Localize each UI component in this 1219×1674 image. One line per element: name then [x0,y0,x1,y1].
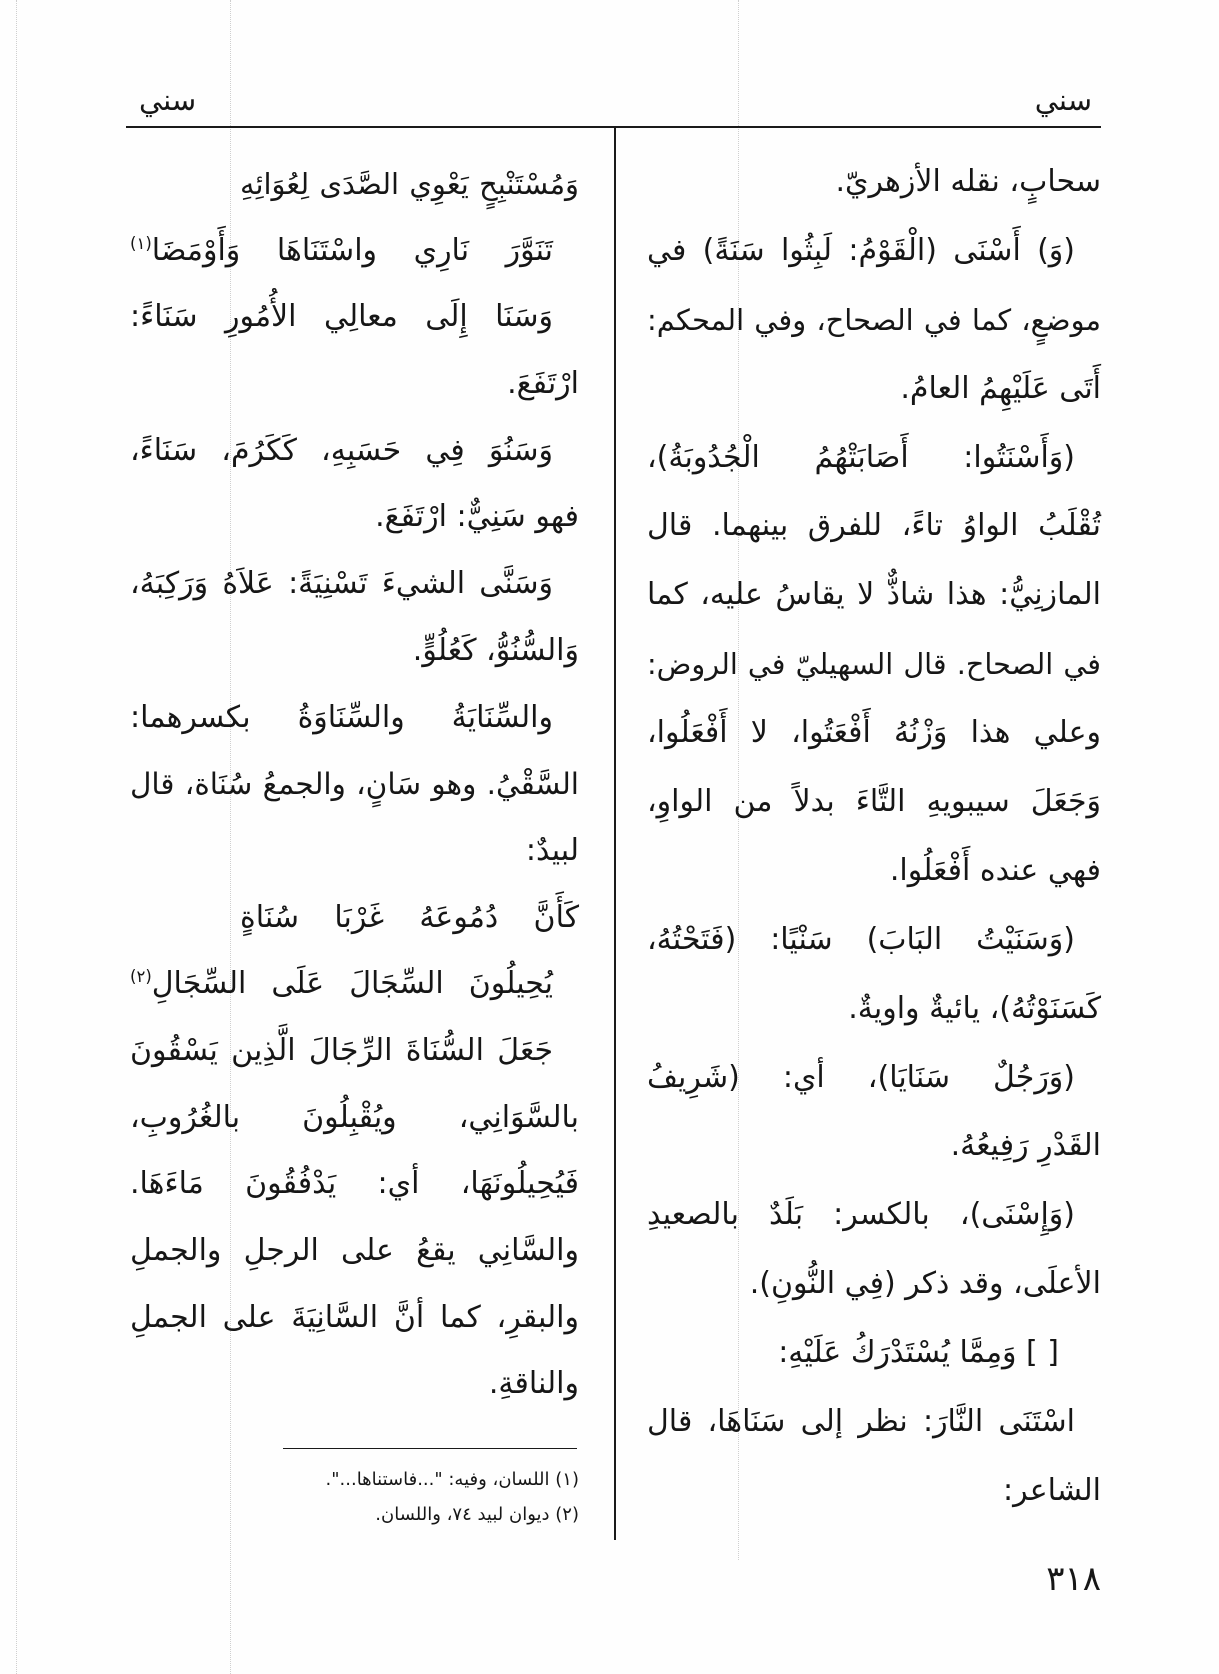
text-line [130,1151,579,1218]
line-text: وَجَعَلَ سيبويهِ التَّاءَ بدلاً من الواوِ، [647,784,1101,820]
text-line [647,630,1101,699]
line-text: والسِّنَايَةُ والسِّنَاوَةُ بكسرهما: [130,699,553,735]
line-text: والسَّانِي يقعُ على الرجلِ والجملِ [130,1233,579,1268]
line-text: (وَسَنَيْتُ البَابَ) سَنْيًا: (فَتَحْتُهُ، [647,921,1075,957]
text-line [130,751,579,818]
text-line [647,1044,1101,1113]
footnote-rule [283,1448,577,1449]
line-text: فَيُحِيلُونَهَا، أي: يَدْفُقُونَ مَاءَهَا. [130,1166,579,1202]
line-text: والبقرِ، كما أنَّ السَّانِيَةَ على الجملِ [130,1299,579,1335]
text-line [647,1319,1101,1388]
line-text: المازنِيُّ: هذا شاذٌّ لا يقاسُ عليه، كما [647,577,1101,613]
text-line [647,768,1101,837]
text-line [130,1285,579,1352]
line-text: السَّقْيُ. وهو سَانٍ، والجمعُ سُنَاة، قال [130,767,579,802]
text-line [130,1018,579,1085]
verse-line [130,885,579,952]
verse-line [130,951,579,1018]
line-text: جَعَلَ السُّنَاةَ الرِّجَالَ الَّذِين يَسْقُونَ [130,1032,553,1068]
text-line [130,685,579,752]
text-line [647,1388,1101,1457]
text-line [647,355,1101,424]
line-text: فهي عنده أَفْعَلُوا. [889,852,1101,888]
text-line [130,551,579,618]
text-line [647,492,1101,561]
line-text: تَنَوَّرَ نَارِي واسْتَنَاهَا وَأَوْمَضَا [151,232,553,268]
text-line [130,1218,579,1285]
text-line [647,217,1101,286]
footnote: (٢) ديوان لبيد ٧٤، واللسان. [375,1504,579,1525]
line-text: وَسَنُوَ فِي حَسَبِهِ، كَكَرُمَ، سَنَاءً، [130,432,553,468]
text-line [130,284,579,351]
line-text: (وَأَسْنَتُوا: أَصَابَتْهُمُ الْجُدُوبَةُ)، [647,439,1075,475]
text-line [130,351,579,418]
text-line [130,418,579,485]
text-line [130,818,579,885]
line-text: سحابٍ، نقله الأزهريّ. [835,164,1101,199]
left-column [130,151,579,1418]
line-text-wrap [130,218,553,285]
text-line [647,424,1101,493]
text-line [130,1085,579,1152]
line-text: تُقْلَبُ الواوُ تاءً، للفرق بينهما. قال [647,508,1101,544]
line-text: (وَإِسْنَى)، بالكسر: بَلَدٌ بالصعيدِ [647,1197,1075,1233]
line-text: ارْتَفَعَ. [507,366,579,402]
line-text: وعلي هذا وَزْنُهُ أَفْعَتُوا، لا أَفْعَلُوا، [647,715,1101,751]
text-line [647,837,1101,906]
line-text: (وَرَجُلٌ سَنَايَا)، أي: (شَرِيفُ [647,1059,1075,1095]
line-text: في الصحاح. قال السهيليّ في الروض: [647,647,1101,682]
text-line [647,1250,1101,1319]
verse-line [130,218,579,285]
footnote-ref: (٢) [130,967,152,987]
line-text: وَمُسْتَنْبِحٍ يَعْوِي الصَّدَى لِعُوَائِهِ [240,167,579,201]
line-text: الأعلَى، وقد ذكر (فِي النُّونِ). [749,1266,1101,1302]
text-line [647,1112,1101,1181]
line-text: كَأَنَّ دُمُوعَهُ غَرْبَا سُنَاةٍ [240,899,579,935]
line-text: يُحِيلُونَ السِّجَالَ عَلَى السِّجَالِ [151,966,553,1002]
text-line [130,484,579,551]
line-text: (وَ) أَسْنَى (الْقَوْمُ: لَبِثُوا سَنَةً) في [647,232,1075,268]
text-line [647,286,1101,355]
scan-artifact-line [16,0,17,1674]
right-column [647,148,1101,1526]
line-text: القَدْرِ رَفِيعُهُ. [950,1128,1101,1164]
footnote-ref: (١) [130,233,152,253]
line-text: والناقةِ. [488,1366,579,1402]
line-text: وَسَنَّى الشيءَ تَسْنِيَةً: عَلاَهُ وَرَكِبَهُ، [130,566,553,602]
running-head-right: سني [1034,83,1092,117]
line-text: الشاعر: [1003,1472,1101,1508]
line-text: بالسَّوَانِي، ويُقْبِلُونَ بالغُرُوبِ، [130,1099,579,1135]
line-text: لبيدٌ: [525,832,579,868]
line-text: وَسَنَا إِلَى معالِي الأُمُورِ سَنَاءً: [130,299,553,335]
line-text: كَسَنَوْتُهُ)، يائيةٌ واويةٌ. [848,990,1101,1026]
text-line [647,975,1101,1044]
text-line [647,699,1101,768]
text-line [130,1351,579,1418]
page-number: ٣١٨ [1046,1559,1101,1599]
text-line [647,1181,1101,1250]
text-line [647,1457,1101,1526]
line-text: وَالسُّنُوُّ، كَعُلُوٍّ. [412,632,579,668]
text-line [647,148,1101,217]
text-line [647,561,1101,630]
line-text-wrap [130,951,553,1018]
line-text: [ ] وَمِمَّا يُسْتَدْرَكُ عَلَيْهِ: [778,1335,1059,1371]
line-text: أَتَى عَلَيْهِمُ العامُ. [900,370,1101,406]
footnotes [130,1462,579,1532]
line-text: موضعٍ، كما في الصحاح، وفي المحكم: [647,302,1101,337]
line-text: فهو سَنِيٌّ: ارْتَفَعَ. [375,499,579,535]
verse-line [130,151,579,218]
running-head-left: سني [139,83,197,117]
text-line [647,906,1101,975]
text-line [130,618,579,685]
footnote: (١) اللسان، وفيه: "...فاستناها...". [325,1469,579,1490]
line-text: اسْتَنَى النَّارَ: نظر إلى سَنَاهَا، قال [647,1404,1075,1440]
column-divider [614,126,616,1540]
